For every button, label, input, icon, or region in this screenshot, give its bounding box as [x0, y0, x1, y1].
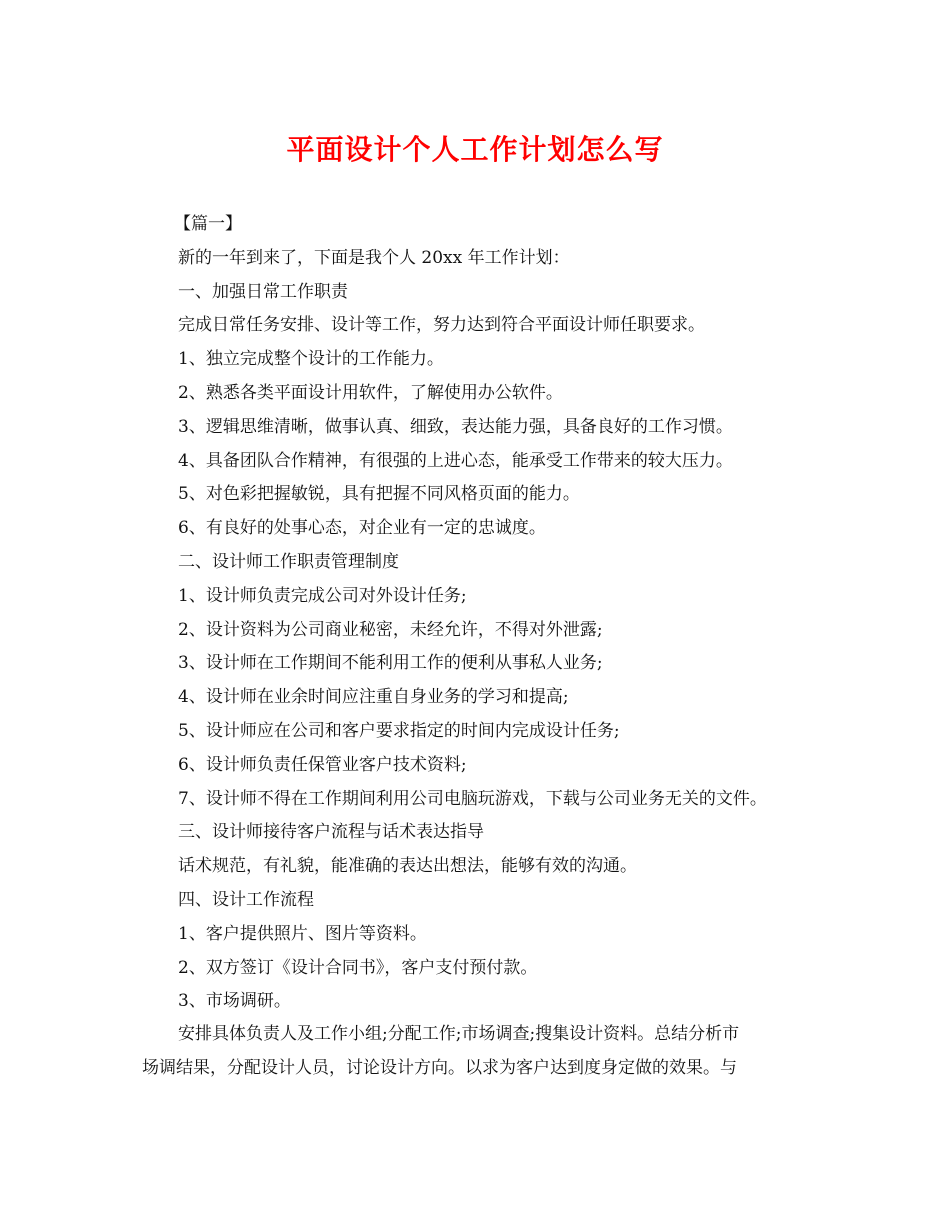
list-item: 4、具备团队合作精神，有很强的上进心态，能承受工作带来的较大压力。 — [178, 450, 733, 471]
list-item: 5、设计师应在公司和客户要求指定的时间内完成设计任务; — [178, 720, 620, 741]
paragraph-line: 场调结果，分配设计人员，讨论设计方向。以求为客户达到度身定做的效果。与 — [142, 1057, 737, 1078]
paragraph — [142, 1018, 822, 1086]
heading-line: 二、设计师工作职责管理制度 — [178, 551, 399, 572]
list-item: 3、逻辑思维清晰，做事认真、细致，表达能力强，具备良好的工作习惯。 — [178, 416, 733, 437]
list-item: 6、设计师负责任保管业客户技术资料; — [178, 754, 467, 775]
text-line: 完成日常任务安排、设计等工作，努力达到符合平面设计师任职要求。 — [178, 315, 705, 336]
list-item: 1、独立完成整个设计的工作能力。 — [178, 349, 444, 370]
document-body — [174, 208, 828, 1019]
list-item: 3、市场调研。 — [178, 991, 291, 1012]
list-item: 2、双方签订《设计合同书》，客户支付预付款。 — [178, 957, 538, 978]
list-item: 7、设计师不得在工作期间利用公司电脑玩游戏，下载与公司业务无关的文件。 — [178, 788, 767, 809]
section-tag: 【篇一】 — [174, 214, 242, 234]
text-line: 话术规范，有礼貌，能准确的表达出想法，能够有效的沟通。 — [178, 856, 637, 877]
text-line: 新的一年到来了，下面是我个人 20xx 年工作计划： — [178, 247, 570, 268]
heading-line: 三、设计师接待客户流程与话术表达指导 — [178, 822, 484, 843]
list-item: 3、设计师在工作期间不能利用工作的便利从事私人业务; — [178, 653, 603, 674]
list-item: 1、设计师负责完成公司对外设计任务; — [178, 585, 467, 606]
list-item: 2、设计资料为公司商业秘密，未经允许，不得对外泄露; — [178, 619, 603, 640]
list-item: 5、对色彩把握敏锐，具有把握不同风格页面的能力。 — [178, 484, 580, 505]
paragraph-line: 安排具体负责人及工作小组;分配工作;市场调查;搜集设计资料。总结分析市 — [178, 1024, 740, 1044]
document-title: 平面设计个人工作计划怎么写 — [286, 133, 664, 166]
heading-line: 四、设计工作流程 — [178, 889, 314, 910]
list-item: 2、熟悉各类平面设计用软件，了解使用办公软件。 — [178, 382, 563, 403]
heading-line: 一、加强日常工作职责 — [178, 281, 348, 302]
list-item: 1、客户提供照片、图片等资料。 — [178, 923, 427, 944]
list-item: 4、设计师在业余时间应注重自身业务的学习和提高; — [178, 687, 569, 708]
list-item: 6、有良好的处事心态，对企业有一定的忠诚度。 — [178, 518, 546, 539]
